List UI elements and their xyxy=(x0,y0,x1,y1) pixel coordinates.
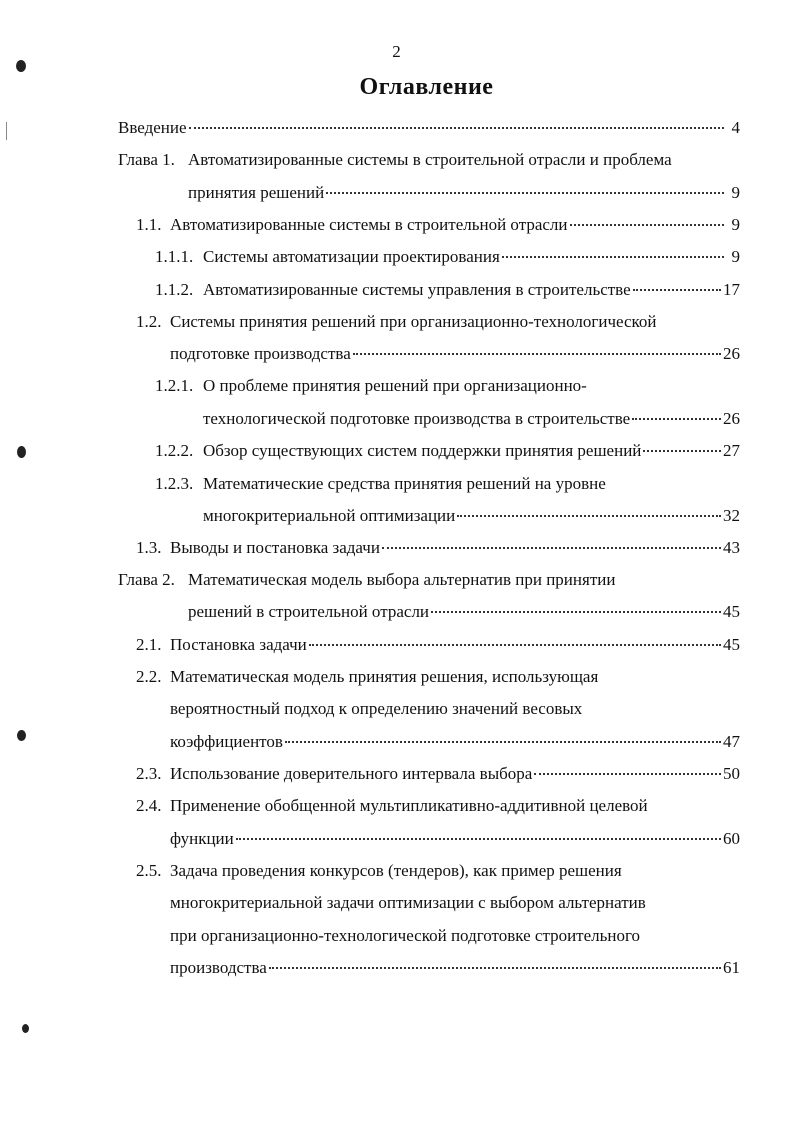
toc-entry-page: 9 xyxy=(731,183,740,202)
toc-entry-page: 17 xyxy=(723,280,740,299)
leader-dots xyxy=(502,255,724,258)
toc-entry-1-2[interactable] xyxy=(136,312,657,338)
toc-entry-text: Математические средства принятия решений на уровне xyxy=(203,474,606,493)
leader-dots xyxy=(309,643,721,646)
toc-entry-1-3[interactable] xyxy=(136,538,740,564)
toc-entry-number: 1.2.1. xyxy=(155,376,194,395)
toc-entry-number: 1.2. xyxy=(136,312,162,331)
toc-entry-number: 2.2. xyxy=(136,667,162,686)
leader-dots xyxy=(189,126,724,129)
toc-entry-page: 9 xyxy=(731,215,740,234)
toc-entry-2-5-cont-3[interactable] xyxy=(170,958,740,984)
scan-artifact xyxy=(6,122,7,140)
toc-entry-text: Математическая модель выбора альтернатив при принятии xyxy=(188,570,616,589)
toc-entry-1-1-1[interactable] xyxy=(155,247,740,273)
toc-entry-page: 60 xyxy=(723,829,740,848)
toc-entry-text: О проблеме принятия решений при организационно- xyxy=(203,376,587,395)
toc-entry-number: 1.2.3. xyxy=(155,474,194,493)
toc-entry-page: 45 xyxy=(723,635,740,654)
toc-entry-text: Выводы и постановка задачи xyxy=(170,538,380,557)
toc-entry-2-2-cont-2[interactable] xyxy=(170,732,740,758)
punch-hole-mark xyxy=(16,60,26,72)
page-number: 2 xyxy=(392,42,401,61)
toc-entry-1-1-2[interactable] xyxy=(155,280,740,306)
toc-entry-text: Применение обобщенной мультипликативно-аддитивной целевой xyxy=(170,796,648,815)
toc-entry-text: при организационно-технологической подготовке строительного xyxy=(170,926,641,945)
toc-entry-text: многокритериальной оптимизации xyxy=(203,506,456,525)
toc-entry-page: 27 xyxy=(723,441,740,460)
toc-entry-2-2-cont-1[interactable] xyxy=(170,699,582,725)
toc-entry-text: коэффициентов xyxy=(170,732,283,751)
toc-entry-2-2[interactable] xyxy=(136,667,598,693)
toc-entry-page: 50 xyxy=(723,764,740,783)
toc-entry-2-5[interactable] xyxy=(136,861,622,887)
toc-entry-2-1[interactable] xyxy=(136,635,740,661)
toc-entry-number: 1.1. xyxy=(136,215,162,234)
punch-hole-mark xyxy=(17,730,26,741)
leader-dots xyxy=(353,352,721,355)
toc-entry-number: 2.3. xyxy=(136,764,162,783)
toc-entry-page: 47 xyxy=(723,732,740,751)
toc-entry-number: 2.1. xyxy=(136,635,162,654)
leader-dots xyxy=(285,740,721,743)
toc-entry-number: 2.4. xyxy=(136,796,162,815)
toc-entry-text: принятия решений xyxy=(188,183,325,202)
toc-entry-1-2-3-cont[interactable] xyxy=(203,506,740,532)
toc-entry-2-4-cont[interactable] xyxy=(170,829,740,855)
toc-entry-text: технологической подготовке производства в строительстве xyxy=(203,409,631,428)
toc-entry-text: многокритериальной задачи оптимизации с выбором альтернатив xyxy=(170,893,646,912)
toc-entry-text: Автоматизированные системы управления в строительстве xyxy=(203,280,631,299)
toc-entry-number: Глава 2. xyxy=(118,570,175,589)
leader-dots xyxy=(633,288,721,291)
leader-dots xyxy=(570,223,725,226)
leader-dots xyxy=(326,191,724,194)
toc-entry-page: 32 xyxy=(723,506,740,525)
toc-entry-1-2-1-cont[interactable] xyxy=(203,409,740,435)
toc-entry-text: вероятностный подход к определению значений весовых xyxy=(170,699,583,718)
toc-entry-number: 1.1.2. xyxy=(155,280,194,299)
toc-entry-text: Задача проведения конкурсов (тендеров), как пример решения xyxy=(170,861,622,880)
toc-entry-text: функции xyxy=(170,829,234,848)
leader-dots xyxy=(236,837,721,840)
toc-entry-page: 45 xyxy=(723,602,740,621)
toc-entry-1-2-1[interactable] xyxy=(155,376,587,402)
toc-entry-text: Автоматизированные системы в строительной отрасли xyxy=(170,215,568,234)
toc-entry-chapter-2[interactable] xyxy=(118,570,615,596)
toc-entry-text: Математическая модель принятия решения, использующая xyxy=(170,667,599,686)
toc-entry-text: решений в строительной отрасли xyxy=(188,602,430,621)
leader-dots xyxy=(431,610,721,613)
leader-dots xyxy=(632,417,721,420)
toc-entry-number: 1.3. xyxy=(136,538,162,557)
toc-entry-number: 1.2.2. xyxy=(155,441,194,460)
toc-entry-page: 9 xyxy=(731,247,740,266)
toc-entry-number: Глава 1. xyxy=(118,150,175,169)
leader-dots xyxy=(269,966,721,969)
toc-entry-2-5-cont-2[interactable] xyxy=(170,926,640,952)
toc-entry-1-2-3[interactable] xyxy=(155,474,606,500)
leader-dots xyxy=(534,772,721,775)
toc-entry-text: Системы автоматизации проектирования xyxy=(203,247,500,266)
toc-entry-text: Обзор существующих систем поддержки принятия решений xyxy=(203,441,642,460)
toc-entry-number: 2.5. xyxy=(136,861,162,880)
toc-entry-text: Использование доверительного интервала выбора xyxy=(170,764,533,783)
toc-entry-text: Автоматизированные системы в строительной отрасли и проблема xyxy=(188,150,672,169)
toc-entry-2-4[interactable] xyxy=(136,796,648,822)
toc-entry-chapter-1[interactable] xyxy=(118,150,672,176)
toc-entry-1-2-2[interactable] xyxy=(155,441,740,467)
toc-entry-1-2-cont[interactable] xyxy=(170,344,740,370)
toc-entry-text: подготовке производства xyxy=(170,344,351,363)
leader-dots xyxy=(382,546,721,549)
toc-entry-1-1[interactable] xyxy=(136,215,740,241)
toc-title: Оглавление xyxy=(359,74,494,100)
toc-entry-text: производства xyxy=(170,958,267,977)
toc-entry-text: Постановка задачи xyxy=(170,635,307,654)
toc-entry-text: Введение xyxy=(118,118,187,137)
toc-entry-page: 43 xyxy=(723,538,740,557)
punch-hole-mark xyxy=(22,1024,29,1033)
toc-entry-intro[interactable] xyxy=(118,118,740,144)
toc-entry-page: 26 xyxy=(723,409,740,428)
toc-entry-page: 26 xyxy=(723,344,740,363)
toc-entry-page: 61 xyxy=(723,958,740,977)
toc-entry-number: 1.1.1. xyxy=(155,247,194,266)
leader-dots xyxy=(457,514,721,517)
leader-dots xyxy=(643,449,721,452)
toc-entry-text: Системы принятия решений при организационно-технологической xyxy=(170,312,657,331)
toc-entry-2-3[interactable] xyxy=(136,764,740,790)
toc-entry-chapter-2-cont[interactable] xyxy=(188,602,740,628)
toc-entry-chapter-1-cont[interactable] xyxy=(188,183,740,209)
punch-hole-mark xyxy=(17,446,26,458)
toc-entry-2-5-cont-1[interactable] xyxy=(170,893,646,919)
toc-entry-page: 4 xyxy=(731,118,740,137)
